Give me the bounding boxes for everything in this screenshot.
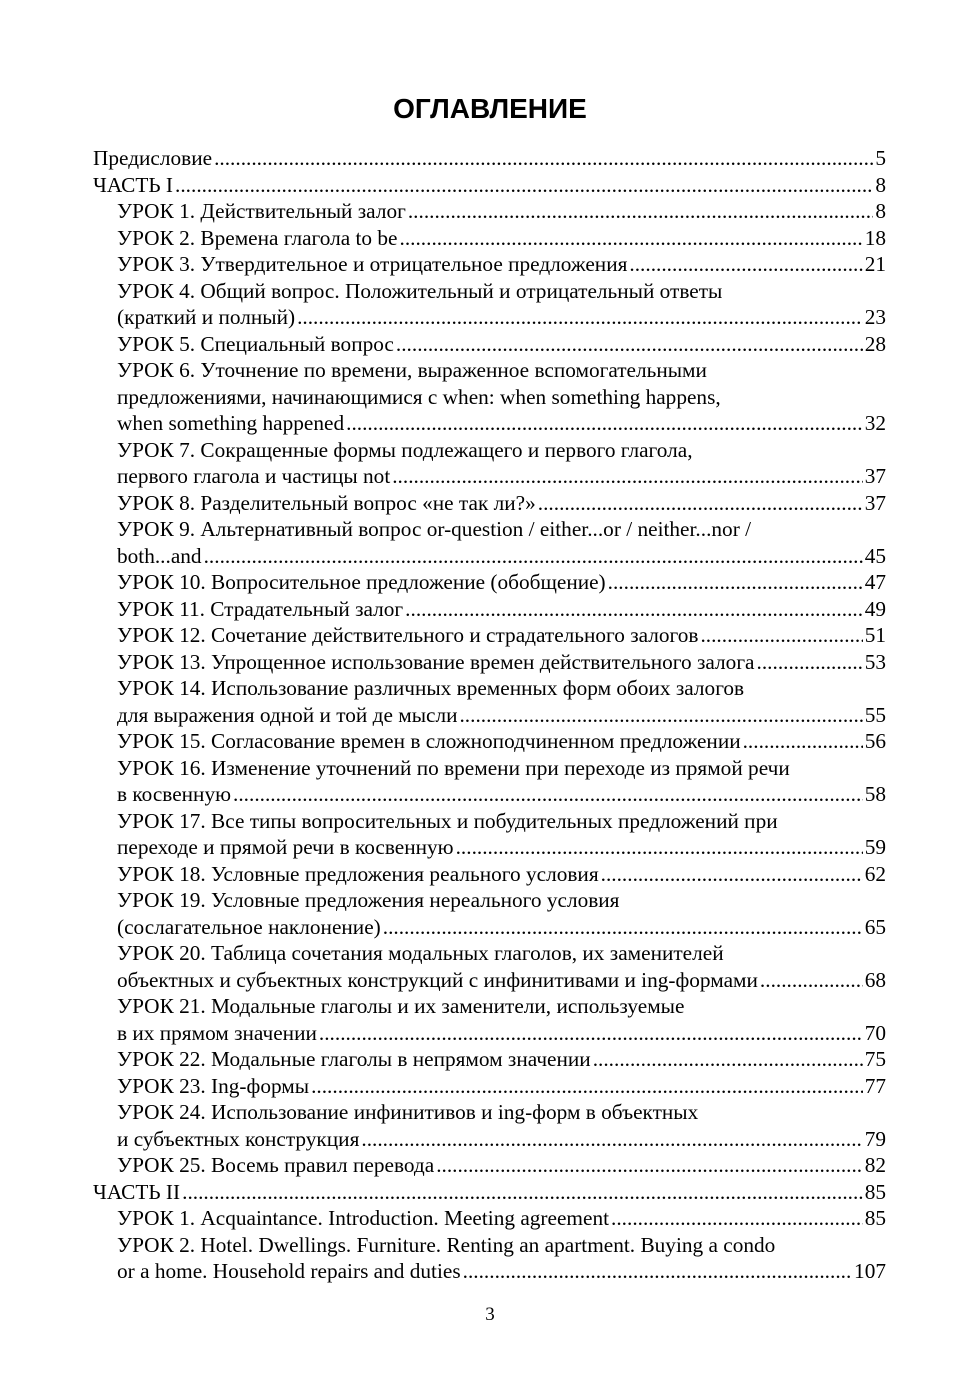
- toc-lesson-entry[interactable]: [93, 887, 886, 940]
- toc-entry-text: предложениями, начинающимися с when: when something happens,: [117, 384, 721, 409]
- toc-lesson-entry[interactable]: [93, 331, 886, 358]
- toc-page-number: 85: [864, 1206, 886, 1230]
- toc-lesson-entry[interactable]: [93, 808, 886, 861]
- toc-entry-line: [117, 967, 886, 994]
- toc-entry-line: [117, 251, 886, 278]
- toc-entry-line: [117, 1073, 886, 1100]
- toc-entry-line: [93, 145, 886, 172]
- toc-entry-line: [117, 1126, 886, 1153]
- toc-entry-text: УРОК 10. Вопросительное предложение (обобщение): [117, 570, 606, 594]
- dot-leader: [436, 1152, 863, 1179]
- toc-page-number: 18: [864, 225, 886, 250]
- toc-entry-line: [117, 198, 886, 225]
- toc-entry-text: УРОК 3. Утвердительное и отрицательное предложения: [117, 252, 628, 276]
- toc-entry-line: [117, 940, 886, 967]
- toc-entry-line: [117, 278, 886, 305]
- toc-entry-text: УРОК 13. Упрощенное использование времен действительного залога: [117, 649, 755, 674]
- dot-leader: [611, 1205, 863, 1232]
- toc-entry-text: УРОК 20. Таблица сочетания модальных глаголов, их заменителей: [117, 941, 724, 965]
- toc-lesson-entry[interactable]: [93, 357, 886, 437]
- toc-entry-text: объектных и субъектных конструкций с инфинитивами и ing-формами: [117, 967, 758, 992]
- toc-entry-line: [117, 1232, 886, 1259]
- toc-page-number: 21: [864, 252, 886, 276]
- dot-leader: [400, 225, 863, 252]
- toc-entry-text: both...and: [117, 543, 202, 568]
- dot-leader: [297, 304, 863, 331]
- dot-leader: [182, 1179, 863, 1206]
- dot-leader: [383, 914, 863, 941]
- toc-entry-text: УРОК 8. Разделительный вопрос «не так ли?»: [117, 490, 536, 515]
- toc-page-number: 32: [864, 411, 886, 435]
- toc-entry-text: первого глагола и частицы not: [117, 464, 391, 488]
- toc-entry-line: [117, 543, 886, 570]
- toc-page-number: 8: [875, 172, 886, 197]
- toc-page-number: 82: [864, 1153, 886, 1177]
- dot-leader: [204, 543, 863, 570]
- dot-leader: [760, 967, 863, 994]
- toc-entry-line: [117, 331, 886, 358]
- toc-entry-line: [117, 1046, 886, 1073]
- toc-entry-text: УРОК 2. Времена глагола to be: [117, 225, 398, 250]
- toc-entry-text: УРОК 23. Ing-формы: [117, 1073, 310, 1098]
- toc-entry-text: УРОК 24. Использование инфинитивов и ing-форм в объектных: [117, 1100, 699, 1124]
- toc-entry-text: УРОК 19. Условные предложения нереального условия: [117, 888, 620, 912]
- page-title: ОГЛАВЛЕНИЕ: [393, 93, 587, 124]
- toc-lesson-entry[interactable]: [93, 596, 886, 623]
- dot-leader: [757, 649, 863, 676]
- toc-lesson-entry[interactable]: [93, 622, 886, 649]
- toc-entry-text: УРОК 21. Модальные глаголы и их заменители, используемые: [117, 994, 685, 1018]
- toc-lesson-entry[interactable]: [93, 1099, 886, 1152]
- toc-lesson-entry[interactable]: [93, 225, 886, 252]
- toc-entry-line: [117, 1020, 886, 1047]
- toc-page-number: 23: [864, 305, 886, 329]
- toc-entry-line: [117, 463, 886, 490]
- toc-page-number: 51: [864, 623, 886, 647]
- toc-entry-text: УРОК 25. Восемь правил перевода: [117, 1153, 435, 1177]
- dot-leader: [459, 702, 862, 729]
- toc-entry-line: [117, 384, 886, 411]
- toc-entry-text: УРОК 2. Hotel. Dwellings. Furniture. Renting an apartment. Buying a condo: [117, 1232, 776, 1257]
- toc-entry-line: [93, 1179, 886, 1206]
- dot-leader: [456, 834, 863, 861]
- dot-leader: [593, 1046, 863, 1073]
- toc-lesson-entry[interactable]: [93, 516, 886, 569]
- dot-leader: [601, 861, 863, 888]
- dot-leader: [214, 145, 873, 172]
- toc-page-number: 5: [875, 146, 886, 170]
- toc-entry-text: УРОК 5. Специальный вопрос: [117, 331, 394, 356]
- dot-leader: [629, 251, 862, 278]
- toc-page-number: 28: [864, 331, 886, 356]
- dot-leader: [538, 490, 863, 517]
- toc-entry-text: УРОК 11. Страдательный залог: [117, 596, 404, 621]
- toc-entry-line: [117, 1205, 886, 1232]
- toc-page-number: 62: [864, 861, 886, 886]
- toc-entry-text: УРОК 22. Модальные глаголы в непрямом значении: [117, 1047, 591, 1071]
- toc-entry-text: УРОК 4. Общий вопрос. Положительный и отрицательный ответы: [117, 278, 723, 303]
- toc-entry-line: [117, 1258, 886, 1285]
- toc-lesson-entry[interactable]: [93, 1232, 886, 1285]
- toc-entry-line: [117, 861, 886, 888]
- toc-entry-line: [93, 172, 886, 199]
- dot-leader: [392, 463, 862, 490]
- toc-page-number: 55: [864, 702, 886, 727]
- toc-part-entry[interactable]: [93, 145, 886, 172]
- toc-entry-text: УРОК 1. Acquaintance. Introduction. Meeting agreement: [117, 1206, 610, 1230]
- toc-lesson-entry[interactable]: [93, 437, 886, 490]
- toc-page-number: 8: [875, 199, 886, 223]
- toc-entry-line: [117, 834, 886, 861]
- dot-leader: [405, 596, 863, 623]
- toc-lesson-entry[interactable]: [93, 728, 886, 755]
- toc-entry-text: УРОК 6. Уточнение по времени, выраженное вспомогательными: [117, 358, 707, 382]
- toc-page-number: 49: [864, 596, 886, 621]
- toc-entry-text: УРОК 18. Условные предложения реального условия: [117, 861, 599, 886]
- toc-entry-text: УРОК 16. Изменение уточнений по времени при переходе из прямой речи: [117, 755, 790, 780]
- dot-leader: [743, 728, 863, 755]
- toc-page-number: 59: [864, 835, 886, 859]
- toc-entry-line: [117, 1099, 886, 1126]
- toc-lesson-entry[interactable]: [93, 1205, 886, 1232]
- toc-lesson-entry[interactable]: [93, 198, 886, 225]
- toc-entry-text: when something happened: [117, 411, 345, 435]
- toc-lesson-entry[interactable]: [93, 649, 886, 676]
- toc-page-number: 79: [864, 1126, 886, 1151]
- dot-leader: [346, 410, 863, 437]
- toc-lesson-entry[interactable]: [93, 755, 886, 808]
- toc-entry-text: Предисловие: [93, 146, 213, 170]
- toc-entry-text: и субъектных конструкция: [117, 1126, 360, 1151]
- toc-page-number: 70: [864, 1020, 886, 1045]
- toc-page-number: 68: [864, 967, 886, 992]
- toc-entry-line: [117, 225, 886, 252]
- toc-lesson-entry[interactable]: [93, 1046, 886, 1073]
- toc-entry-line: [117, 781, 886, 808]
- toc-lesson-entry[interactable]: [93, 1152, 886, 1179]
- toc-entry-line: [117, 410, 886, 437]
- toc-lesson-entry[interactable]: [93, 278, 886, 331]
- toc-entry-text: or a home. Household repairs and duties: [117, 1259, 461, 1283]
- toc-entry-text: (сослагательное наклонение): [117, 914, 381, 939]
- toc-entry-text: ЧАСТЬ I: [93, 172, 174, 197]
- toc-entry-line: [117, 649, 886, 676]
- toc-entry-text: (краткий и полный): [117, 305, 296, 329]
- toc-entry-text: УРОК 15. Согласование времен в сложноподчиненном предложении: [117, 729, 741, 753]
- dot-leader: [233, 781, 863, 808]
- toc-entry-line: [117, 516, 886, 543]
- toc-page-number: 53: [864, 649, 886, 674]
- dot-leader: [700, 622, 862, 649]
- toc-entry-line: [117, 490, 886, 517]
- toc-page-number: 107: [854, 1259, 886, 1283]
- toc-lesson-entry[interactable]: [93, 1073, 886, 1100]
- toc-entry-line: [117, 728, 886, 755]
- toc-entry-line: [117, 675, 886, 702]
- toc-entry-text: УРОК 14. Использование различных временных форм обоих залогов: [117, 676, 745, 700]
- toc-lesson-entry[interactable]: [93, 993, 886, 1046]
- toc-part-entry[interactable]: [93, 1179, 886, 1206]
- toc-entry-text: УРОК 7. Сокращенные формы подлежащего и первого глагола,: [117, 437, 693, 462]
- toc-entry-text: УРОК 9. Альтернативный вопрос or-question / either...or / neither...nor /: [117, 517, 752, 541]
- dot-leader: [396, 331, 863, 358]
- toc-page-number: 37: [864, 464, 886, 488]
- toc-page-number: 58: [864, 782, 886, 806]
- dot-leader: [608, 569, 863, 596]
- toc-lesson-entry[interactable]: [93, 675, 886, 728]
- toc-page-number: 37: [864, 490, 886, 515]
- toc-page-number: 75: [864, 1047, 886, 1071]
- toc-entry-line: [117, 437, 886, 464]
- toc-entry-line: [117, 569, 886, 596]
- toc-lesson-entry[interactable]: [93, 569, 886, 596]
- toc-entry-line: [117, 887, 886, 914]
- toc-page-number: 85: [864, 1179, 886, 1204]
- toc-entry-line: [117, 993, 886, 1020]
- toc-lesson-entry[interactable]: [93, 861, 886, 888]
- toc-entry-text: для выражения одной и той де мысли: [117, 702, 458, 727]
- dot-leader: [319, 1020, 863, 1047]
- dot-leader: [463, 1258, 852, 1285]
- toc-entry-text: УРОК 1. Действительный залог: [117, 199, 406, 223]
- toc-entry-text: переходе и прямой речи в косвенную: [117, 835, 454, 859]
- dot-leader: [361, 1126, 862, 1153]
- toc-entry-line: [117, 357, 886, 384]
- page-number: 3: [485, 1304, 495, 1325]
- toc-entry-text: УРОК 17. Все типы вопросительных и побудительных предложений при: [117, 808, 778, 833]
- toc-entry-line: [117, 702, 886, 729]
- toc-entry-text: в их прямом значении: [117, 1020, 317, 1045]
- toc-page-number: 65: [864, 914, 886, 939]
- toc-page-number: 47: [864, 570, 886, 594]
- toc-entry-line: [117, 914, 886, 941]
- toc-lesson-entry[interactable]: [93, 940, 886, 993]
- toc-entry-line: [117, 596, 886, 623]
- table-of-contents: [93, 145, 886, 1285]
- toc-entry-line: [117, 622, 886, 649]
- toc-part-entry[interactable]: [93, 172, 886, 199]
- toc-entry-line: [117, 755, 886, 782]
- toc-page-number: 45: [864, 543, 886, 568]
- toc-page-number: 56: [864, 729, 886, 753]
- toc-entry-line: [117, 304, 886, 331]
- toc-entry-text: в косвенную: [117, 782, 232, 806]
- toc-lesson-entry[interactable]: [93, 490, 886, 517]
- toc-entry-text: ЧАСТЬ II: [93, 1179, 181, 1204]
- dot-leader: [408, 198, 874, 225]
- dot-leader: [311, 1073, 863, 1100]
- toc-entry-line: [117, 808, 886, 835]
- toc-entry-text: УРОК 12. Сочетание действительного и страдательного залогов: [117, 623, 699, 647]
- toc-entry-line: [117, 1152, 886, 1179]
- toc-lesson-entry[interactable]: [93, 251, 886, 278]
- toc-page-number: 77: [864, 1073, 886, 1098]
- dot-leader: [175, 172, 873, 199]
